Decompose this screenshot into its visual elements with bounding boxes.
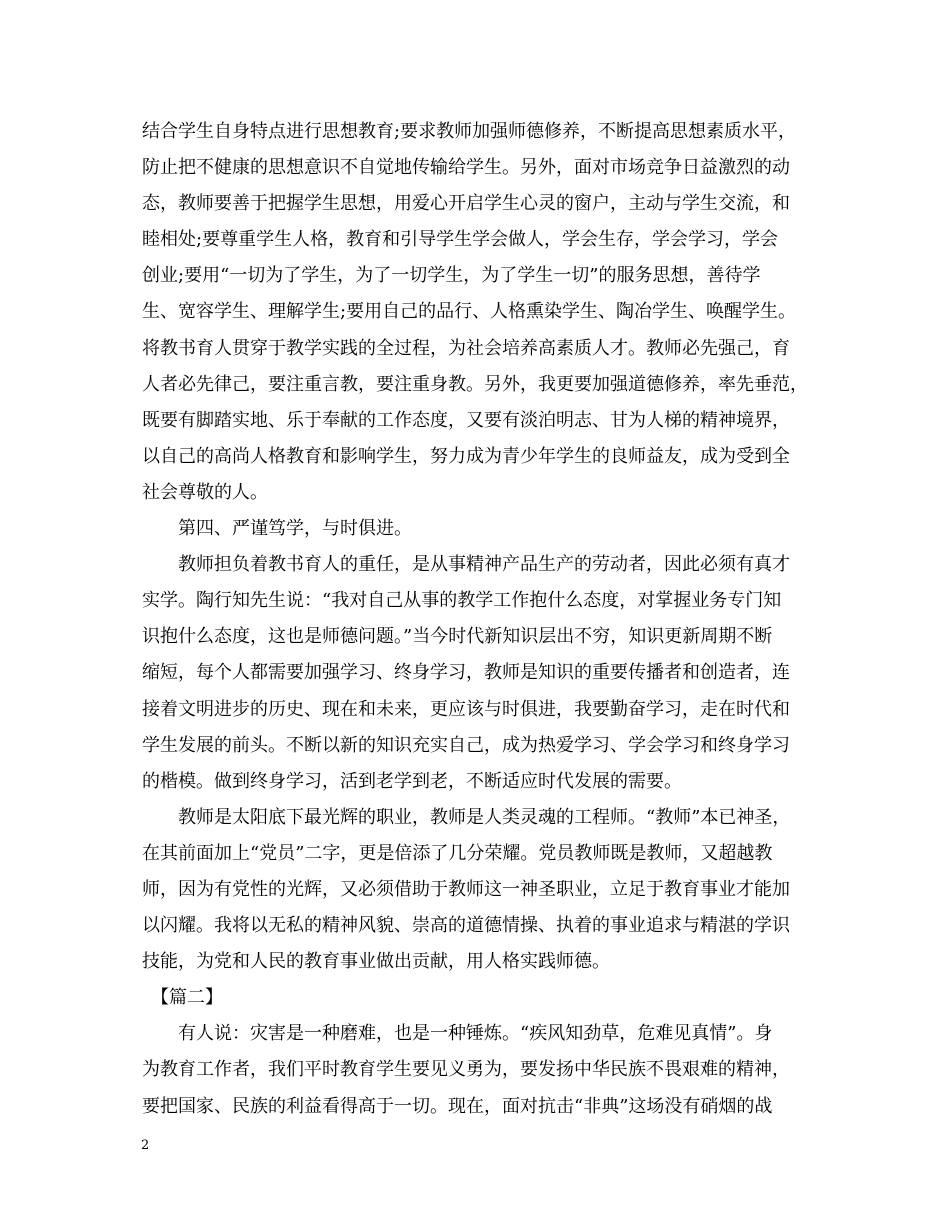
text-line: 社会尊敬的人。: [142, 481, 268, 503]
text-line: 学生发展的前头。不断以新的知识充实自己，成为热爱学习、学会学习和终身学习: [142, 734, 790, 756]
text-line: 创业;要用“一切为了学生，为了一切学生，为了学生一切”的服务思想，善待学: [142, 265, 761, 287]
text-line: 人者必先律己，要注重言教，要注重身教。另外，我更要加强道德修养，率先垂范，: [142, 373, 808, 395]
text-line: 教师担负着教书育人的重任，是从事精神产品生产的劳动者，因此必须有真才: [142, 554, 790, 576]
text-line: 的楷模。做到终身学习，活到老学到老，不断适应时代发展的需要。: [142, 770, 682, 792]
text-line: 生、宽容学生、理解学生;要用自己的品行、人格熏染学生、陶冶学生、唤醒学生。: [142, 301, 797, 323]
text-line: 实学。陶行知先生说：“我对自己从事的教学工作抱什么态度，对掌握业务专门知: [142, 590, 782, 612]
text-line: 技能，为党和人民的教育事业做出贡献，用人格实践师德。: [142, 951, 610, 973]
text-line: 以闪耀。我将以无私的精神风貌、崇高的道德情操、执着的事业追求与精湛的学识: [142, 915, 790, 937]
text-line: 师，因为有党性的光辉，又必须借助于教师这一神圣职业，立足于教育事业才能加: [142, 878, 790, 900]
text-line: 接着文明进步的历史、现在和未来，更应该与时俱进，我要勤奋学习，走在时代和: [142, 698, 790, 720]
text-line: 【篇二】: [142, 987, 223, 1009]
body-text: [142, 114, 826, 1125]
text-line: 缩短，每个人都需要加强学习、终身学习，教师是知识的重要传播者和创造者，连: [142, 662, 790, 684]
text-line: 为教育工作者，我们平时教育学生要见义勇为，要发扬中华民族不畏艰难的精神，: [142, 1059, 790, 1081]
text-line: 防止把不健康的思想意识不自觉地传输给学生。另外，面对市场竞争日益激烈的动: [142, 157, 790, 179]
text-line: 以自己的高尚人格教育和影响学生，努力成为青少年学生的良师益友，成为受到全: [142, 445, 790, 467]
text-line: 将教书育人贯穿于教学实践的全过程，为社会培养高素质人才。教师必先强己，育: [142, 337, 790, 359]
text-line: 结合学生自身特点进行思想教育;要求教师加强师德修养，不断提高思想素质水平，: [142, 121, 797, 142]
text-line: 态，教师要善于把握学生思想，用爱心开启学生心灵的窗户，主动与学生交流，和: [142, 193, 790, 215]
text-line: 要把国家、民族的利益看得高于一切。现在，面对抗击“非典”这场没有硝烟的战: [142, 1095, 773, 1117]
text-line: 有人说：灾害是一种磨难，也是一种锤炼。“疾风知劲草，危难见真情”。身: [142, 1023, 773, 1045]
text-line: 在其前面加上“党员”二字，更是倍添了几分荣耀。党员教师既是教师，又超越教: [142, 842, 773, 864]
text-line: 教师是太阳底下最光辉的职业，教师是人类灵魂的工程师。“教师”本已神圣，: [142, 806, 791, 828]
text-line: 第四、严谨笃学，与时俱进。: [142, 518, 412, 540]
text-line: 既要有脚踏实地、乐于奉献的工作态度，又要有淡泊明志、甘为人梯的精神境界，: [142, 409, 790, 431]
text-line: 识抱什么态度，这也是师德问题。”当今时代新知识层出不穷，知识更新周期不断: [142, 626, 773, 648]
text-line: 睦相处;要尊重学生人格，教育和引导学生学会做人，学会生存，学会学习，学会: [142, 229, 779, 251]
page-number: 2: [141, 1138, 150, 1153]
